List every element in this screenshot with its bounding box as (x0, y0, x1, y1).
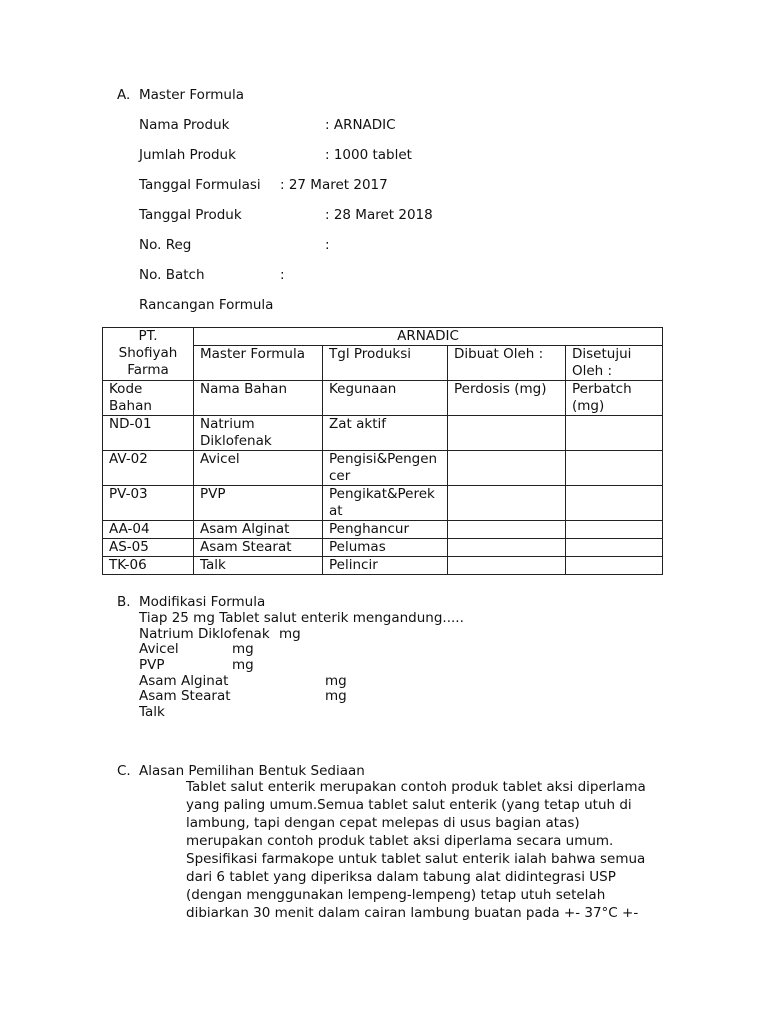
cell-perbatch (566, 539, 663, 557)
field-label-nama-produk: Nama Produk (139, 117, 230, 133)
cell-kode: AS-05 (103, 539, 194, 557)
table-row (103, 521, 663, 539)
ingredient-unit: mg (232, 641, 254, 657)
table-row (103, 557, 663, 575)
cell-perbatch (566, 451, 663, 486)
table-column-header-row (103, 381, 663, 416)
meta-header-master-formula: Master Formula (194, 346, 323, 381)
cell-kode: AV-02 (103, 451, 194, 486)
cell-perdosis (448, 557, 566, 575)
field-value-nama-produk: : ARNADIC (325, 117, 396, 133)
paragraph-line: lambung, tapi dengan cepat melepas di usus bagian atas) (186, 815, 580, 831)
field-label-no-reg: No. Reg (139, 237, 192, 253)
cell-kegunaan: Pengikat&Perekat (323, 486, 448, 521)
table-row (103, 539, 663, 557)
ingredient-unit: mg (279, 626, 301, 642)
field-label-no-batch: No. Batch (139, 267, 205, 283)
cell-nama: Natrium Diklofenak (194, 416, 323, 451)
company-line: Farma (127, 362, 169, 378)
col-header-perbatch: Perbatch (mg) (566, 381, 663, 416)
paragraph-line: Spesifikasi farmakope untuk tablet salut enterik ialah bahwa semua (186, 851, 646, 867)
ingredient-name: PVP (139, 657, 165, 673)
company-line: PT. (138, 328, 158, 344)
cell-nama: Talk (194, 557, 323, 575)
cell-kode: ND-01 (103, 416, 194, 451)
ingredient-unit: mg (232, 657, 254, 673)
table-header-row (103, 328, 663, 346)
ingredient-name: Natrium Diklofenak (139, 626, 270, 642)
paragraph-line: dibiarkan 30 menit dalam cairan lambung buatan pada +- 37°C +- (186, 905, 639, 921)
cell-perbatch (566, 486, 663, 521)
cell-kode: AA-04 (103, 521, 194, 539)
table-row (103, 416, 663, 451)
ingredient-name: Asam Stearat (139, 688, 231, 704)
ingredient-unit: mg (325, 673, 347, 689)
field-value-tanggal-formulasi: : 27 Maret 2017 (280, 177, 388, 193)
section-a-letter: A. (117, 87, 131, 103)
cell-kegunaan: Penghancur (323, 521, 448, 539)
cell-kegunaan: Pelincir (323, 557, 448, 575)
section-b-title: Modifikasi Formula (139, 594, 266, 610)
cell-nama: Asam Alginat (194, 521, 323, 539)
paragraph-line: merupakan contoh produk tablet aksi diperlama secara umum. (186, 833, 614, 849)
field-value-jumlah-produk: : 1000 tablet (325, 147, 412, 163)
cell-nama: Avicel (194, 451, 323, 486)
cell-perbatch (566, 521, 663, 539)
cell-nama: Asam Stearat (194, 539, 323, 557)
table-row (103, 486, 663, 521)
company-line: Shofiyah (118, 345, 178, 361)
paragraph-line: dari 6 tablet yang diperiksa dalam tabung alat didintegrasi USP (186, 869, 616, 885)
cell-perdosis (448, 539, 566, 557)
section-c-title: Alasan Pemilihan Bentuk Sediaan (139, 763, 365, 779)
section-b-intro: Tiap 25 mg Tablet salut enterik mengandung..... (139, 610, 464, 626)
cell-kode: PV-03 (103, 486, 194, 521)
cell-kode: TK-06 (103, 557, 194, 575)
paragraph-line: Tablet salut enterik merupakan contoh produk tablet aksi diperlama (186, 779, 646, 795)
col-header-kode-bahan: Kode Bahan (103, 381, 194, 416)
cell-kegunaan: Zat aktif (323, 416, 448, 451)
field-value-no-batch: : (280, 267, 285, 283)
cell-perbatch (566, 416, 663, 451)
col-header-perdosis: Perdosis (mg) (448, 381, 566, 416)
cell-perbatch (566, 557, 663, 575)
section-c-paragraph (186, 778, 666, 922)
col-header-kegunaan: Kegunaan (323, 381, 448, 416)
meta-header-disetujui-oleh: Disetujui Oleh : (566, 346, 663, 381)
meta-header-tgl-produksi: Tgl Produksi (323, 346, 448, 381)
cell-perdosis (448, 521, 566, 539)
ingredient-name: Avicel (139, 641, 179, 657)
cell-nama: PVP (194, 486, 323, 521)
field-label-tanggal-formulasi: Tanggal Formulasi (139, 177, 261, 193)
cell-kegunaan: Pengisi&Pengencer (323, 451, 448, 486)
col-header-nama-bahan: Nama Bahan (194, 381, 323, 416)
field-value-no-reg: : (325, 237, 330, 253)
section-a-title: Master Formula (139, 87, 244, 103)
field-label-jumlah-produk: Jumlah Produk (139, 147, 236, 163)
field-value-tanggal-produk: : 28 Maret 2018 (325, 207, 433, 223)
cell-perdosis (448, 451, 566, 486)
ingredient-name: Talk (139, 704, 165, 720)
formula-table (102, 327, 663, 575)
cell-perdosis (448, 486, 566, 521)
cell-perdosis (448, 416, 566, 451)
ingredient-name: Asam Alginat (139, 673, 229, 689)
field-label-tanggal-produk: Tanggal Produk (139, 207, 242, 223)
rancangan-formula-heading: Rancangan Formula (139, 297, 274, 313)
ingredient-unit: mg (325, 688, 347, 704)
section-b-letter: B. (117, 594, 131, 610)
paragraph-line: yang paling umum.Semua tablet salut enterik (yang tetap utuh di (186, 797, 632, 813)
table-row (103, 451, 663, 486)
cell-kegunaan: Pelumas (323, 539, 448, 557)
section-c-letter: C. (117, 763, 131, 779)
product-name-cell: ARNADIC (194, 328, 663, 346)
meta-header-dibuat-oleh: Dibuat Oleh : (448, 346, 566, 381)
paragraph-line: (dengan menggunakan lempeng-lempeng) tetap utuh setelah (186, 887, 606, 903)
company-cell (103, 328, 194, 381)
